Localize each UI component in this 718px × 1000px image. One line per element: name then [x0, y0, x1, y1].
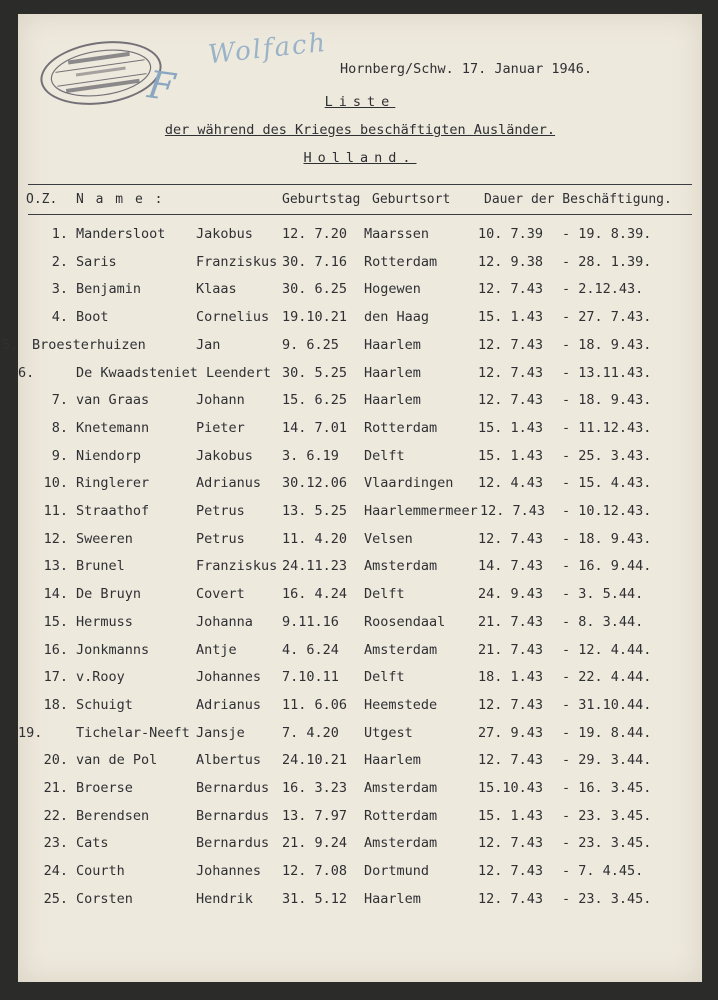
table-row — [18, 863, 702, 887]
row-start-date: 12. 7.43 — [478, 863, 544, 880]
row-number: 23. — [43, 835, 68, 852]
row-start-date: 12. 7.43 — [478, 752, 544, 769]
row-birth-date: 7. 4.20 — [282, 724, 339, 741]
table-row — [18, 669, 702, 693]
row-birth-date: 11. 4.20 — [282, 530, 348, 547]
row-start-date: 15. 1.43 — [478, 309, 544, 326]
header-nr: O.Z. — [26, 192, 58, 207]
row-end-date: - 23. 3.45. — [562, 835, 652, 852]
row-end-date: - 25. 3.43. — [562, 447, 652, 464]
row-start-date: 15. 1.43 — [478, 807, 544, 824]
row-birth-date: 13. 7.97 — [282, 807, 348, 824]
row-end-date: - 18. 9.43. — [562, 530, 652, 547]
table-row — [18, 281, 702, 305]
header-dob: Geburtstag — [282, 192, 361, 207]
table-row — [18, 558, 702, 582]
row-start-date: 12. 7.43 — [480, 503, 546, 519]
row-surname: Saris — [76, 253, 117, 270]
row-birth-place: Amsterdam — [364, 558, 438, 575]
row-birth-date: 15. 6.25 — [282, 392, 348, 409]
row-surname: Corsten — [76, 890, 133, 907]
row-first-name: Antje — [196, 641, 237, 658]
header-duration: Dauer der Beschäftigung. — [484, 192, 672, 207]
row-number: 6. — [18, 364, 35, 381]
row-start-date: 12. 4.43 — [478, 475, 544, 492]
table-row — [18, 392, 702, 416]
row-birth-place: Roosendaal — [364, 613, 446, 630]
handwritten-mark: F — [145, 62, 178, 110]
row-start-date: 12. 7.43 — [478, 530, 544, 547]
row-surname: Straathof — [76, 503, 150, 519]
row-birth-place: Haarlem — [364, 364, 421, 381]
table-row — [18, 254, 702, 278]
row-first-name: Bernardus — [196, 807, 270, 824]
row-surname: Boot — [76, 309, 109, 326]
row-birth-place: Dortmund — [364, 863, 430, 880]
row-surname: Jonkmanns — [76, 641, 150, 658]
row-birth-place: Haarlem — [364, 890, 421, 907]
row-birth-date: 3. 6.19 — [282, 447, 339, 464]
table-row — [18, 503, 702, 527]
row-start-date: 14. 7.43 — [478, 558, 544, 575]
row-birth-date: 30. 6.25 — [282, 281, 348, 298]
row-surname: Ringlerer — [76, 475, 150, 492]
table-row — [18, 309, 702, 333]
row-number: 21. — [43, 780, 68, 796]
row-birth-date: 9. 6.25 — [282, 336, 339, 353]
row-number: 11. — [43, 503, 68, 519]
title-liste: Liste — [324, 94, 396, 110]
row-first-name: Adrianus — [196, 475, 262, 492]
header-name: N a m e : — [76, 192, 165, 207]
row-number: 16. — [43, 641, 68, 658]
row-number: 5. — [2, 336, 19, 353]
row-surname: Berendsen — [76, 807, 150, 824]
row-first-name: Bernardus — [196, 835, 270, 852]
row-end-date: - 31.10.44. — [562, 696, 652, 713]
title-subtitle: der während des Krieges beschäftigten Ausländer. — [164, 122, 556, 138]
row-first-name: Hendrik — [196, 890, 253, 907]
row-birth-place: Amsterdam — [364, 780, 438, 796]
table-row — [18, 448, 702, 472]
table-row — [18, 475, 702, 499]
row-surname: Broerse — [76, 780, 133, 796]
row-surname: De Bruyn — [76, 586, 142, 603]
row-birth-date: 4. 6.24 — [282, 641, 339, 658]
row-start-date: 21. 7.43 — [478, 613, 544, 630]
row-start-date: 12. 7.43 — [478, 281, 544, 298]
row-first-name: Adrianus — [196, 696, 262, 713]
row-start-date: 12. 7.43 — [478, 364, 544, 381]
row-surname: Knetemann — [76, 419, 150, 436]
row-start-date: 12. 7.43 — [478, 890, 544, 907]
row-number: 20. — [43, 752, 68, 769]
row-first-name: Petrus — [196, 503, 245, 519]
document-page — [2, 14, 702, 982]
row-birth-date: 11. 6.06 — [282, 696, 348, 713]
row-birth-date: 24.10.21 — [282, 752, 348, 769]
table-row — [18, 642, 702, 666]
row-birth-place: Velsen — [364, 530, 413, 547]
row-end-date: - 22. 4.44. — [562, 669, 652, 686]
row-birth-place: Hogewen — [364, 281, 421, 298]
table-row — [18, 752, 702, 776]
row-surname: Cats — [76, 835, 109, 852]
row-birth-date: 30.12.06 — [282, 475, 348, 492]
row-number: 2. — [51, 253, 68, 270]
table-row — [18, 780, 702, 804]
row-number: 13. — [43, 558, 68, 575]
row-birth-date: 30. 5.25 — [282, 364, 348, 381]
row-birth-place: Amsterdam — [364, 641, 438, 658]
row-first-name: Cornelius — [196, 309, 270, 326]
row-end-date: - 23. 3.45. — [562, 807, 652, 824]
row-end-date: - 27. 7.43. — [562, 309, 652, 326]
table-row — [18, 808, 702, 832]
row-surname: Hermuss — [76, 613, 133, 630]
row-surname: Broesterhuizen — [32, 336, 146, 353]
header-place: Geburtsort — [372, 192, 451, 207]
row-number: 4. — [51, 309, 68, 326]
row-end-date: - 28. 1.39. — [562, 253, 652, 270]
row-number: 17. — [43, 669, 68, 686]
row-end-date: - 16. 3.45. — [562, 780, 652, 796]
row-number: 15. — [43, 613, 68, 630]
row-birth-place: Haarlem — [364, 336, 421, 353]
row-surname: Mandersloot — [76, 226, 166, 242]
row-end-date: - 2.12.43. — [562, 281, 644, 298]
row-birth-date: 14. 7.01 — [282, 419, 348, 436]
row-first-name: Franziskus — [196, 253, 278, 270]
row-birth-date: 12. 7.20 — [282, 226, 348, 242]
row-start-date: 10. 7.39 — [478, 226, 544, 242]
row-first-name: Leendert — [206, 364, 272, 381]
row-first-name: Petrus — [196, 530, 245, 547]
row-number: 12. — [43, 530, 68, 547]
row-birth-place: Haarlem — [364, 752, 421, 769]
row-number: 18. — [43, 696, 68, 713]
row-start-date: 18. 1.43 — [478, 669, 544, 686]
row-birth-date: 13. 5.25 — [282, 503, 348, 519]
row-end-date: - 18. 9.43. — [562, 336, 652, 353]
row-number: 22. — [43, 807, 68, 824]
row-first-name: Jansje — [196, 724, 245, 741]
row-number: 14. — [43, 586, 68, 603]
row-first-name: Klaas — [196, 281, 237, 298]
row-surname: van de Pol — [76, 752, 158, 769]
table-header-rule — [28, 214, 692, 215]
row-number: 9. — [51, 447, 68, 464]
row-birth-place: Rotterdam — [364, 253, 438, 270]
row-birth-date: 31. 5.12 — [282, 890, 348, 907]
row-birth-place: den Haag — [364, 309, 430, 326]
table-row — [18, 891, 702, 915]
row-surname: v.Rooy — [76, 669, 125, 686]
row-birth-place: Heemstede — [364, 696, 438, 713]
table-row — [18, 420, 702, 444]
dateline: Hornberg/Schw. 17. Januar 1946. — [340, 61, 592, 77]
table-top-rule — [28, 184, 692, 185]
row-first-name: Johann — [196, 392, 245, 409]
table-row — [18, 614, 702, 638]
row-start-date: 15.10.43 — [478, 780, 544, 796]
table-row — [18, 835, 702, 859]
row-first-name: Johannes — [196, 669, 262, 686]
row-first-name: Pieter — [196, 419, 245, 436]
row-first-name: Albertus — [196, 752, 262, 769]
row-start-date: 21. 7.43 — [478, 641, 544, 658]
row-birth-place: Haarlem — [364, 392, 421, 409]
row-start-date: 12. 7.43 — [478, 336, 544, 353]
row-start-date: 12. 9.38 — [478, 253, 544, 270]
row-start-date: 12. 7.43 — [478, 696, 544, 713]
table-row — [18, 531, 702, 555]
row-birth-date: 16. 4.24 — [282, 586, 348, 603]
row-first-name: Covert — [196, 586, 245, 603]
row-number: 1. — [51, 226, 68, 242]
row-surname: Benjamin — [76, 281, 142, 298]
row-surname: Schuigt — [76, 696, 133, 713]
table-row — [18, 697, 702, 721]
row-number: 3. — [51, 281, 68, 298]
row-number: 24. — [43, 863, 68, 880]
table-row — [18, 365, 702, 389]
row-birth-place: Rotterdam — [364, 419, 438, 436]
row-birth-date: 21. 9.24 — [282, 835, 348, 852]
row-birth-place: Rotterdam — [364, 807, 438, 824]
row-end-date: - 12. 4.44. — [562, 641, 652, 658]
row-surname: Brunel — [76, 558, 125, 575]
table-row — [18, 226, 702, 250]
row-first-name: Bernardus — [196, 780, 270, 796]
row-end-date: - 19. 8.44. — [562, 724, 652, 741]
row-birth-place: Maarssen — [364, 226, 430, 242]
row-birth-place: Haarlemmermeer — [364, 503, 478, 519]
row-number: 7. — [51, 392, 68, 409]
title-country: Holland. — [303, 150, 417, 166]
row-birth-place: Delft — [364, 586, 405, 603]
table-row — [18, 586, 702, 610]
row-birth-date: 16. 3.23 — [282, 780, 348, 796]
row-surname: Tichelar-Neeft — [76, 724, 190, 741]
table-row — [2, 336, 702, 361]
row-birth-place: Utgest — [364, 724, 413, 741]
row-end-date: - 11.12.43. — [562, 419, 652, 436]
row-number: 19. — [18, 724, 43, 741]
row-first-name: Johannes — [196, 863, 262, 880]
row-start-date: 12. 7.43 — [478, 835, 544, 852]
row-surname: van Graas — [76, 392, 150, 409]
row-first-name: Jakobus — [196, 447, 253, 464]
row-start-date: 27. 9.43 — [478, 724, 544, 741]
row-end-date: - 8. 3.44. — [562, 613, 644, 630]
row-birth-date: 24.11.23 — [282, 558, 348, 575]
row-number: 8. — [51, 419, 68, 436]
row-birth-place: Delft — [364, 669, 405, 686]
row-surname: Sweeren — [76, 530, 133, 547]
row-end-date: - 15. 4.43. — [562, 475, 652, 492]
row-birth-date: 30. 7.16 — [282, 253, 348, 270]
row-end-date: - 10.12.43. — [562, 503, 652, 519]
row-birth-date: 19.10.21 — [282, 309, 348, 326]
row-end-date: - 3. 5.44. — [562, 586, 644, 603]
row-first-name: Jakobus — [196, 226, 253, 242]
row-start-date: 12. 7.43 — [478, 392, 544, 409]
row-first-name: Johanna — [196, 613, 253, 630]
row-end-date: - 13.11.43. — [562, 364, 652, 381]
row-surname: Niendorp — [76, 447, 142, 464]
row-surname: Courth — [76, 863, 125, 880]
row-start-date: 15. 1.43 — [478, 447, 544, 464]
row-birth-date: 12. 7.08 — [282, 863, 348, 880]
row-number: 10. — [43, 475, 68, 492]
handwritten-note: Wolfach — [206, 27, 329, 71]
row-end-date: - 29. 3.44. — [562, 752, 652, 769]
row-first-name: Jan — [196, 336, 221, 353]
row-end-date: - 7. 4.45. — [562, 863, 644, 880]
row-birth-place: Vlaardingen — [364, 475, 454, 492]
row-end-date: - 19. 8.39. — [562, 226, 652, 242]
row-end-date: - 18. 9.43. — [562, 392, 652, 409]
row-first-name: Franziskus — [196, 558, 278, 575]
row-number: 25. — [43, 890, 68, 907]
row-end-date: - 16. 9.44. — [562, 558, 652, 575]
row-start-date: 15. 1.43 — [478, 419, 544, 436]
row-birth-date: 7.10.11 — [282, 669, 339, 686]
row-birth-date: 9.11.16 — [282, 613, 339, 630]
row-surname: De Kwaadsteniet — [76, 364, 198, 381]
table-row — [18, 725, 702, 749]
row-start-date: 24. 9.43 — [478, 586, 544, 603]
row-birth-place: Amsterdam — [364, 835, 438, 852]
row-end-date: - 23. 3.45. — [562, 890, 652, 907]
row-birth-place: Delft — [364, 447, 405, 464]
